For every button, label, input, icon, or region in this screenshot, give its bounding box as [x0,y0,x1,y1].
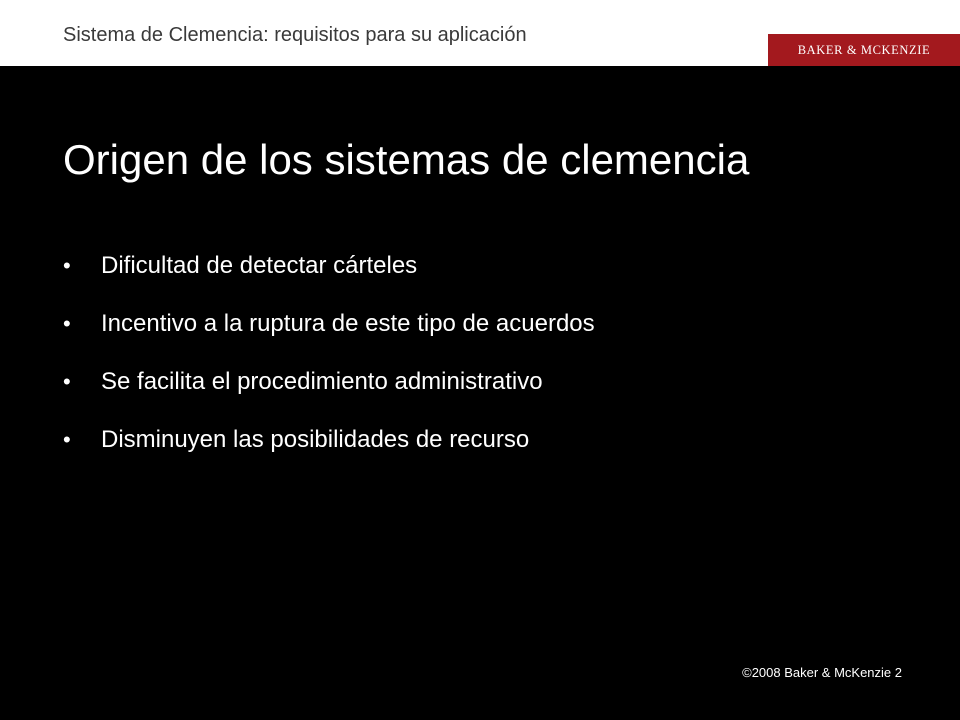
baker-mckenzie-logo: BAKER & MCKENZIE [768,34,960,66]
bullet-text: Dificultad de detectar cárteles [101,252,418,279]
bullet-icon: • [63,253,71,278]
bullet-icon: • [63,369,71,394]
list-item [63,246,595,304]
footer-copyright: ©2008 Baker & McKenzie 2 [742,665,902,680]
bullet-icon: • [63,311,71,336]
bullet-icon: • [63,427,71,452]
list-item [63,304,595,362]
slide-title: Origen de los sistemas de clemencia [63,136,750,183]
list-item [63,420,595,478]
bullet-text: Incentivo a la ruptura de este tipo de acuerdos [101,310,595,337]
list-item [63,362,595,420]
presentation-title: Sistema de Clemencia: requisitos para su aplicación [63,24,527,46]
bullet-text: Disminuyen las posibilidades de recurso [101,426,530,453]
bullet-text: Se facilita el procedimiento administrativo [101,368,543,395]
bullet-list [63,246,595,478]
